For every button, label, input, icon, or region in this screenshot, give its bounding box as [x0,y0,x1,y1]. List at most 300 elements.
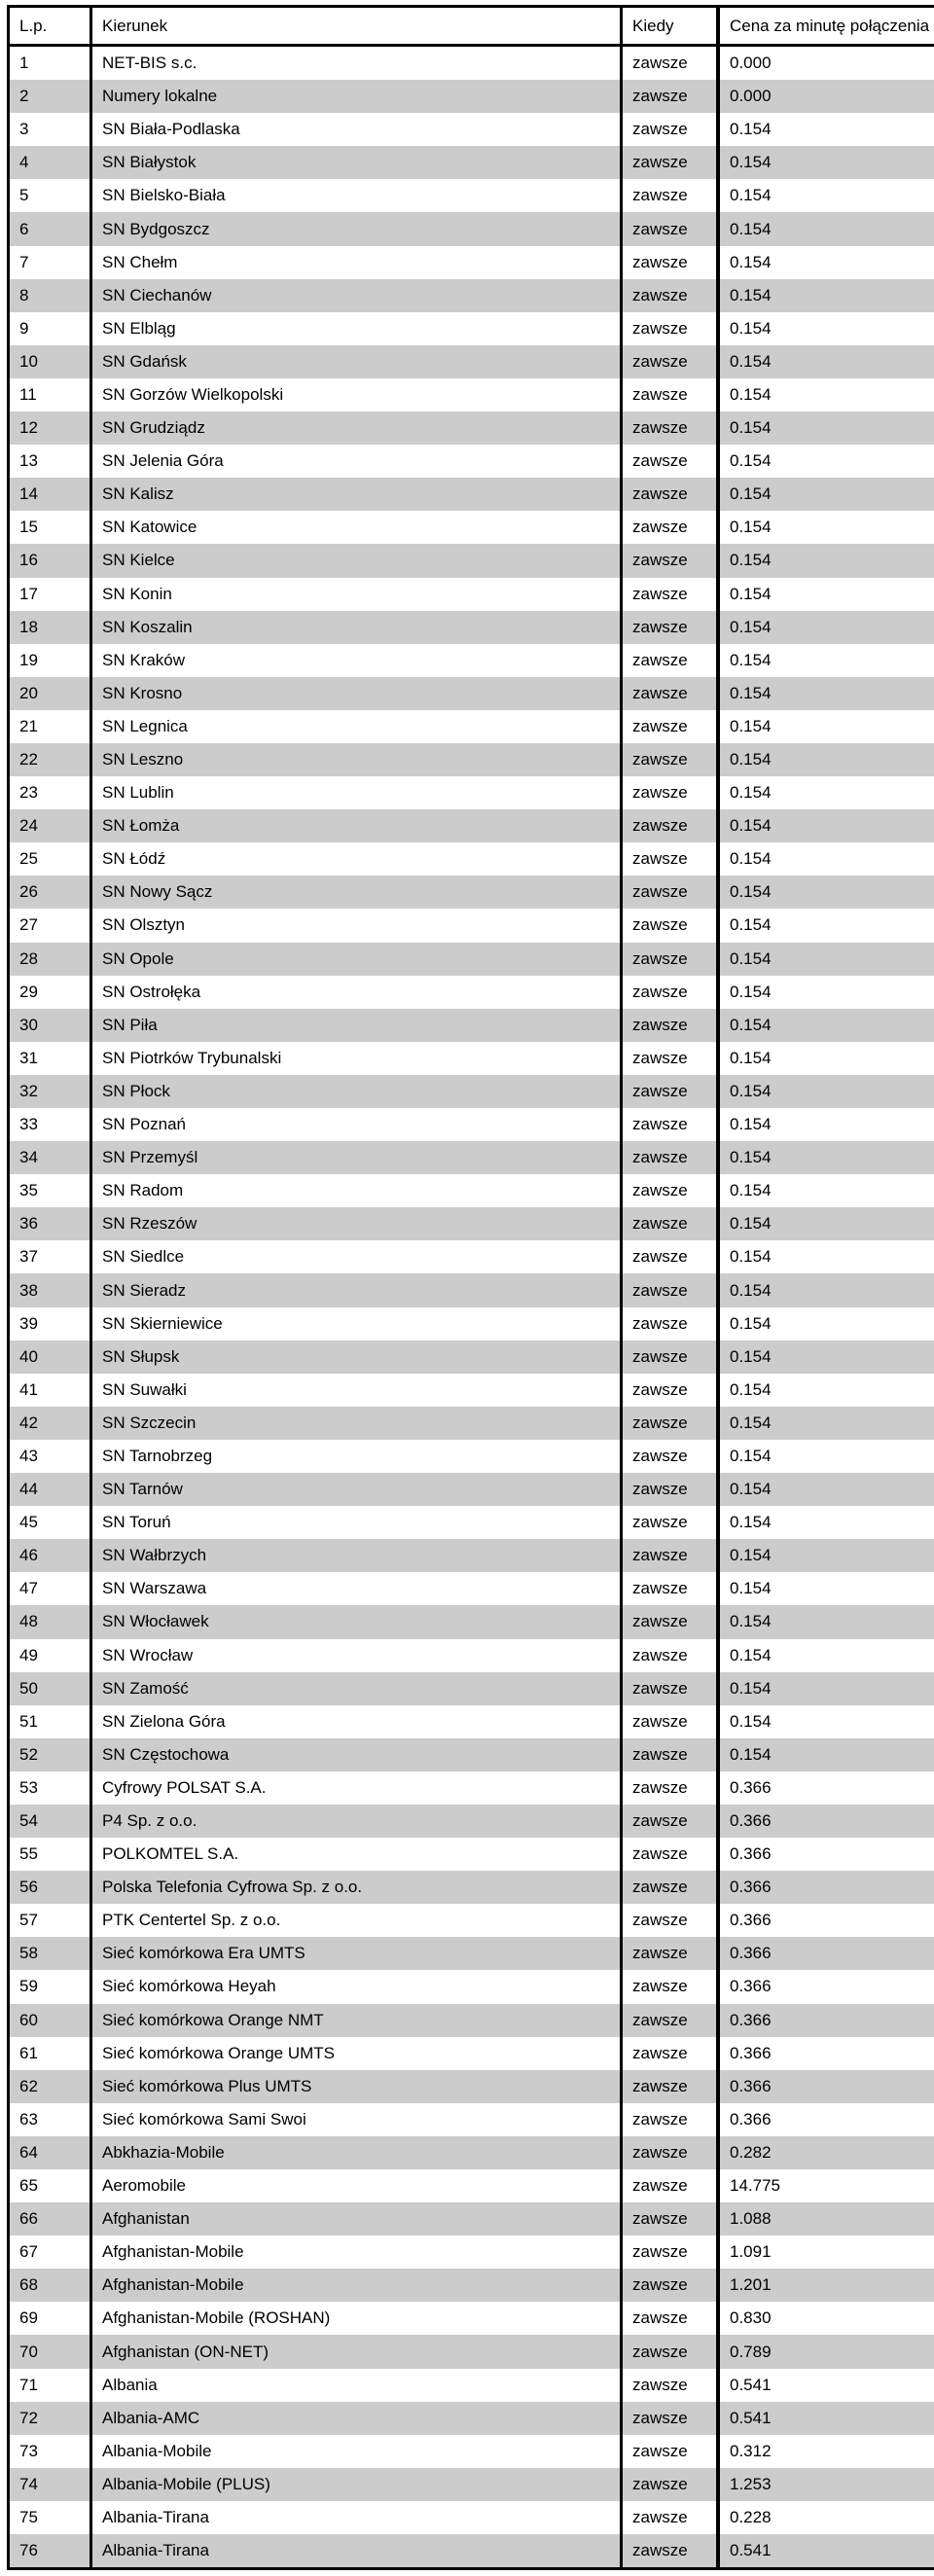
cell-lp: 60 [9,2004,91,2037]
cell-lp: 45 [9,1506,91,1539]
table-row [9,1805,934,1838]
table-row [9,2103,934,2136]
cell-lp: 73 [9,2435,91,2468]
cell-lp: 47 [9,1572,91,1605]
table-row [9,976,934,1009]
table-row [9,1539,934,1572]
cell-lp: 70 [9,2335,91,2368]
cell-kierunek: SN Łódź [91,842,622,876]
cell-kiedy: zawsze [622,743,719,776]
cell-kierunek: Polska Telefonia Cyfrowa Sp. z o.o. [91,1871,622,1904]
cell-cena: 0.154 [718,1407,934,1440]
cell-kierunek: SN Słupsk [91,1341,622,1374]
cell-cena: 0.154 [718,743,934,776]
cell-kiedy: zawsze [622,1141,719,1174]
cell-kiedy: zawsze [622,2070,719,2103]
table-row [9,1141,934,1174]
cell-kierunek: SN Poznań [91,1108,622,1141]
cell-lp: 8 [9,279,91,312]
table-row [9,1605,934,1638]
cell-kierunek: SN Szczecin [91,1407,622,1440]
cell-cena: 0.154 [718,1341,934,1374]
table-row [9,776,934,809]
cell-kierunek: SN Suwałki [91,1374,622,1407]
cell-lp: 1 [9,46,91,81]
cell-cena: 0.000 [718,80,934,113]
cell-kiedy: zawsze [622,1970,719,2003]
cell-cena: 0.154 [718,511,934,544]
cell-lp: 3 [9,113,91,146]
cell-kiedy: zawsze [622,1174,719,1207]
cell-kiedy: zawsze [622,1075,719,1108]
price-table-container [7,5,930,2570]
cell-kierunek: Sieć komórkowa Heyah [91,1970,622,2003]
cell-cena: 0.228 [718,2501,934,2534]
cell-lp: 55 [9,1838,91,1871]
cell-kierunek: SN Koszalin [91,611,622,644]
cell-cena: 0.154 [718,776,934,809]
cell-cena: 0.154 [718,1207,934,1240]
cell-cena: 0.154 [718,943,934,976]
table-row [9,2501,934,2534]
table-row [9,2402,934,2435]
cell-kierunek: SN Radom [91,1174,622,1207]
table-row [9,1572,934,1605]
cell-cena: 0.154 [718,876,934,909]
cell-kiedy: zawsze [622,511,719,544]
cell-lp: 63 [9,2103,91,2136]
cell-kierunek: Afghanistan-Mobile (ROSHAN) [91,2302,622,2335]
cell-kierunek: SN Siedlce [91,1240,622,1273]
cell-cena: 0.366 [718,2037,934,2070]
cell-lp: 42 [9,1407,91,1440]
cell-lp: 49 [9,1639,91,1672]
cell-kierunek: SN Warszawa [91,1572,622,1605]
cell-lp: 25 [9,842,91,876]
table-row [9,80,934,113]
cell-kiedy: zawsze [622,378,719,411]
cell-kiedy: zawsze [622,2004,719,2037]
cell-cena: 0.154 [718,146,934,179]
cell-kiedy: zawsze [622,146,719,179]
cell-cena: 0.154 [718,212,934,245]
cell-kiedy: zawsze [622,1440,719,1473]
table-row [9,1240,934,1273]
cell-cena: 1.253 [718,2468,934,2501]
table-row [9,279,934,312]
cell-kiedy: zawsze [622,1805,719,1838]
table-body [9,46,934,2569]
cell-lp: 39 [9,1307,91,1341]
table-row [9,146,934,179]
cell-kiedy: zawsze [622,809,719,842]
cell-kierunek: SN Sieradz [91,1273,622,1306]
cell-kierunek: SN Kielce [91,544,622,577]
cell-cena: 0.154 [718,710,934,743]
cell-cena: 0.366 [718,1970,934,2003]
cell-lp: 4 [9,146,91,179]
cell-cena: 0.312 [718,2435,934,2468]
cell-lp: 6 [9,212,91,245]
cell-kiedy: zawsze [622,1539,719,1572]
cell-cena: 1.201 [718,2269,934,2302]
cell-cena: 0.154 [718,1374,934,1407]
table-row [9,212,934,245]
cell-kierunek: SN Tarnów [91,1473,622,1506]
cell-cena: 0.154 [718,644,934,677]
cell-kierunek: Cyfrowy POLSAT S.A. [91,1771,622,1805]
cell-kierunek: SN Wałbrzych [91,1539,622,1572]
cell-lp: 35 [9,1174,91,1207]
cell-kiedy: zawsze [622,212,719,245]
cell-kierunek: Albania-Mobile [91,2435,622,2468]
cell-cena: 0.154 [718,1705,934,1738]
cell-kierunek: Numery lokalne [91,80,622,113]
cell-kiedy: zawsze [622,478,719,511]
cell-lp: 16 [9,544,91,577]
cell-lp: 30 [9,1009,91,1042]
cell-kiedy: zawsze [622,1207,719,1240]
cell-cena: 0.541 [718,2402,934,2435]
cell-kiedy: zawsze [622,909,719,942]
cell-lp: 64 [9,2136,91,2169]
cell-kierunek: SN Skierniewice [91,1307,622,1341]
cell-cena: 0.154 [718,1108,934,1141]
table-row [9,1440,934,1473]
cell-kierunek: Albania-AMC [91,2402,622,2435]
cell-kiedy: zawsze [622,2103,719,2136]
cell-kiedy: zawsze [622,1705,719,1738]
cell-lp: 41 [9,1374,91,1407]
cell-kierunek: SN Łomża [91,809,622,842]
cell-lp: 36 [9,1207,91,1240]
cell-cena: 0.541 [718,2534,934,2569]
table-row [9,544,934,577]
cell-cena: 0.154 [718,179,934,212]
cell-cena: 0.000 [718,46,934,81]
table-row [9,478,934,511]
table-row [9,246,934,279]
cell-cena: 1.091 [718,2236,934,2269]
table-row [9,1108,934,1141]
cell-kierunek: SN Katowice [91,511,622,544]
cell-cena: 0.541 [718,2369,934,2402]
cell-kierunek: SN Grudziądz [91,411,622,445]
cell-lp: 29 [9,976,91,1009]
cell-kiedy: zawsze [622,345,719,378]
cell-cena: 1.088 [718,2202,934,2236]
cell-cena: 0.154 [718,677,934,710]
table-row [9,46,934,81]
cell-cena: 0.282 [718,2136,934,2169]
cell-cena: 0.154 [718,1141,934,1174]
table-row [9,644,934,677]
cell-kierunek: Sieć komórkowa Orange UMTS [91,2037,622,2070]
table-row [9,2435,934,2468]
cell-kierunek: NET-BIS s.c. [91,46,622,81]
table-row [9,445,934,478]
cell-kiedy: zawsze [622,1771,719,1805]
cell-kiedy: zawsze [622,1473,719,1506]
cell-lp: 27 [9,909,91,942]
table-row [9,2169,934,2202]
table-row [9,1473,934,1506]
cell-lp: 75 [9,2501,91,2534]
cell-kiedy: zawsze [622,710,719,743]
cell-cena: 0.154 [718,478,934,511]
cell-cena: 0.154 [718,1639,934,1672]
cell-kiedy: zawsze [622,1838,719,1871]
cell-kiedy: zawsze [622,1506,719,1539]
cell-kierunek: SN Lublin [91,776,622,809]
cell-lp: 17 [9,578,91,611]
cell-kierunek: Aeromobile [91,2169,622,2202]
table-row [9,710,934,743]
cell-cena: 0.154 [718,578,934,611]
cell-kiedy: zawsze [622,1871,719,1904]
cell-kiedy: zawsze [622,2202,719,2236]
cell-kierunek: SN Olsztyn [91,909,622,942]
cell-kierunek: Albania-Mobile (PLUS) [91,2468,622,2501]
cell-kiedy: zawsze [622,46,719,81]
cell-cena: 0.154 [718,1506,934,1539]
cell-lp: 44 [9,1473,91,1506]
cell-kierunek: PTK Centertel Sp. z o.o. [91,1904,622,1937]
cell-lp: 37 [9,1240,91,1273]
cell-lp: 56 [9,1871,91,1904]
cell-kiedy: zawsze [622,776,719,809]
table-row [9,611,934,644]
cell-cena: 14.775 [718,2169,934,2202]
table-row [9,2369,934,2402]
table-row [9,842,934,876]
cell-lp: 57 [9,1904,91,1937]
cell-kiedy: zawsze [622,1042,719,1075]
cell-lp: 65 [9,2169,91,2202]
cell-kierunek: SN Ostrołęka [91,976,622,1009]
cell-kierunek: Afghanistan-Mobile [91,2236,622,2269]
table-row [9,1407,934,1440]
cell-kiedy: zawsze [622,2402,719,2435]
cell-lp: 76 [9,2534,91,2569]
cell-kiedy: zawsze [622,2037,719,2070]
table-row [9,2534,934,2569]
cell-cena: 0.154 [718,1572,934,1605]
cell-lp: 13 [9,445,91,478]
cell-cena: 0.366 [718,1871,934,1904]
cell-kierunek: Abkhazia-Mobile [91,2136,622,2169]
cell-cena: 0.154 [718,1672,934,1705]
cell-kiedy: zawsze [622,2236,719,2269]
cell-kierunek: SN Toruń [91,1506,622,1539]
cell-cena: 0.830 [718,2302,934,2335]
cell-lp: 2 [9,80,91,113]
cell-kierunek: SN Kraków [91,644,622,677]
table-row [9,677,934,710]
cell-cena: 0.154 [718,1738,934,1771]
cell-cena: 0.366 [718,2070,934,2103]
table-row [9,2070,934,2103]
cell-cena: 0.154 [718,1473,934,1506]
cell-kiedy: zawsze [622,943,719,976]
table-row [9,2136,934,2169]
price-table [7,5,934,2570]
table-row [9,113,934,146]
cell-kierunek: SN Biała-Podlaska [91,113,622,146]
cell-kiedy: zawsze [622,312,719,345]
cell-kiedy: zawsze [622,2501,719,2534]
cell-cena: 0.154 [718,842,934,876]
cell-kiedy: zawsze [622,876,719,909]
cell-lp: 21 [9,710,91,743]
cell-kierunek: SN Kalisz [91,478,622,511]
cell-kiedy: zawsze [622,2136,719,2169]
cell-lp: 72 [9,2402,91,2435]
cell-kiedy: zawsze [622,445,719,478]
cell-lp: 59 [9,1970,91,2003]
cell-kiedy: zawsze [622,2369,719,2402]
cell-lp: 46 [9,1539,91,1572]
table-row [9,1009,934,1042]
cell-kiedy: zawsze [622,113,719,146]
cell-lp: 20 [9,677,91,710]
header-cena: Cena za minutę połączenia [718,7,934,46]
cell-kierunek: SN Ciechanów [91,279,622,312]
table-row [9,411,934,445]
cell-kiedy: zawsze [622,2468,719,2501]
cell-kierunek: Sieć komórkowa Orange NMT [91,2004,622,2037]
cell-kierunek: SN Piotrków Trybunalski [91,1042,622,1075]
cell-kiedy: zawsze [622,2534,719,2569]
cell-lp: 12 [9,411,91,445]
table-row [9,2004,934,2037]
table-row [9,1970,934,2003]
cell-kiedy: zawsze [622,411,719,445]
cell-kierunek: SN Krosno [91,677,622,710]
cell-lp: 43 [9,1440,91,1473]
cell-cena: 0.154 [718,1042,934,1075]
cell-kiedy: zawsze [622,1009,719,1042]
cell-kierunek: Sieć komórkowa Sami Swoi [91,2103,622,2136]
cell-kierunek: SN Płock [91,1075,622,1108]
table-row [9,578,934,611]
cell-kiedy: zawsze [622,677,719,710]
cell-kierunek: SN Wrocław [91,1639,622,1672]
cell-kierunek: Sieć komórkowa Plus UMTS [91,2070,622,2103]
table-row [9,1838,934,1871]
cell-kierunek: SN Konin [91,578,622,611]
cell-kierunek: SN Opole [91,943,622,976]
cell-lp: 54 [9,1805,91,1838]
cell-kierunek: SN Leszno [91,743,622,776]
cell-kierunek: SN Włocławek [91,1605,622,1638]
cell-kierunek: SN Przemyśl [91,1141,622,1174]
cell-cena: 0.154 [718,411,934,445]
cell-lp: 51 [9,1705,91,1738]
cell-lp: 52 [9,1738,91,1771]
cell-lp: 18 [9,611,91,644]
cell-lp: 26 [9,876,91,909]
header-kierunek: Kierunek [91,7,622,46]
table-row [9,1075,934,1108]
cell-lp: 62 [9,2070,91,2103]
table-row [9,876,934,909]
cell-kiedy: zawsze [622,1904,719,1937]
cell-lp: 14 [9,478,91,511]
cell-kierunek: SN Legnica [91,710,622,743]
table-row [9,511,934,544]
table-row [9,2269,934,2302]
table-row [9,345,934,378]
table-row [9,1639,934,1672]
table-row [9,2335,934,2368]
cell-kierunek: SN Chełm [91,246,622,279]
cell-lp: 7 [9,246,91,279]
cell-cena: 0.366 [718,1904,934,1937]
table-row [9,1341,934,1374]
cell-lp: 23 [9,776,91,809]
cell-cena: 0.154 [718,809,934,842]
cell-kierunek: SN Zamość [91,1672,622,1705]
cell-lp: 58 [9,1937,91,1970]
cell-kiedy: zawsze [622,1341,719,1374]
cell-cena: 0.154 [718,445,934,478]
table-row [9,2468,934,2501]
table-row [9,2236,934,2269]
cell-kierunek: Afghanistan (ON-NET) [91,2335,622,2368]
cell-cena: 0.154 [718,976,934,1009]
cell-kiedy: zawsze [622,1937,719,1970]
cell-cena: 0.154 [718,909,934,942]
cell-cena: 0.154 [718,113,934,146]
table-row [9,2037,934,2070]
cell-lp: 50 [9,1672,91,1705]
cell-lp: 31 [9,1042,91,1075]
cell-cena: 0.154 [718,246,934,279]
cell-lp: 33 [9,1108,91,1141]
cell-kiedy: zawsze [622,1108,719,1141]
table-row [9,743,934,776]
cell-kierunek: SN Gdańsk [91,345,622,378]
cell-cena: 0.366 [718,2004,934,2037]
cell-lp: 40 [9,1341,91,1374]
table-row [9,1937,934,1970]
cell-cena: 0.154 [718,1009,934,1042]
table-row [9,2202,934,2236]
table-row [9,1374,934,1407]
cell-lp: 69 [9,2302,91,2335]
table-row [9,909,934,942]
table-row [9,1273,934,1306]
cell-kiedy: zawsze [622,179,719,212]
header-lp: L.p. [9,7,91,46]
table-row [9,1506,934,1539]
cell-kiedy: zawsze [622,1407,719,1440]
cell-kiedy: zawsze [622,2335,719,2368]
cell-kierunek: P4 Sp. z o.o. [91,1805,622,1838]
cell-kiedy: zawsze [622,1572,719,1605]
cell-cena: 0.154 [718,1307,934,1341]
cell-kierunek: SN Gorzów Wielkopolski [91,378,622,411]
cell-lp: 15 [9,511,91,544]
cell-lp: 71 [9,2369,91,2402]
cell-cena: 0.154 [718,611,934,644]
cell-cena: 0.366 [718,1838,934,1871]
cell-lp: 10 [9,345,91,378]
cell-lp: 66 [9,2202,91,2236]
cell-kierunek: SN Białystok [91,146,622,179]
cell-kiedy: zawsze [622,2169,719,2202]
